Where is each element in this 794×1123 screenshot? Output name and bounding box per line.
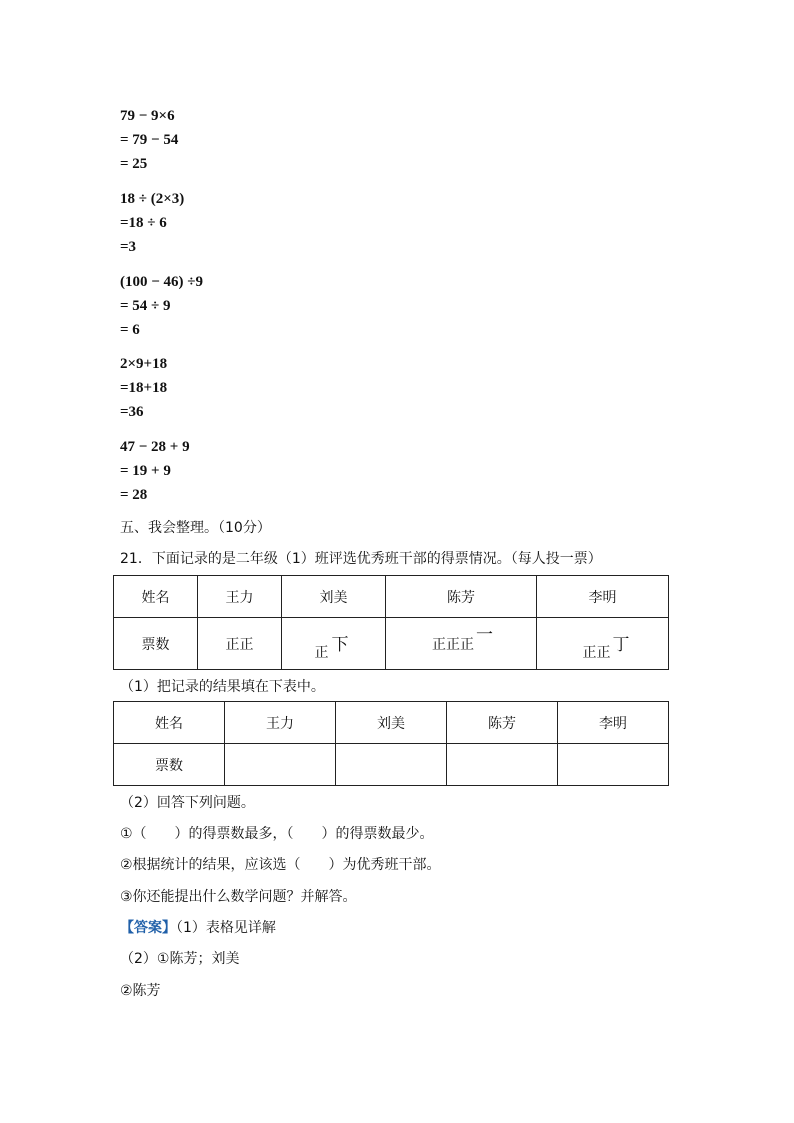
section-heading: 五、我会整理。（10分） <box>120 520 271 536</box>
table-row <box>114 618 669 670</box>
header-cell: 姓名 <box>114 576 198 618</box>
calc-line: = 19 + 9 <box>120 463 171 479</box>
question-c: ③你还能提出什么数学问题？并解答。 <box>120 889 357 905</box>
calc-line: =36 <box>120 404 144 420</box>
header-cell: 李明 <box>558 702 669 744</box>
calc-line: 47 − 28 + 9 <box>120 439 190 455</box>
question-a: ①（ ）的得票数最多，（ ）的得票数最少。 <box>120 826 434 842</box>
tally-marks: 正 <box>314 644 329 661</box>
calc-line: = 25 <box>120 156 148 172</box>
calc-line: = 79 − 54 <box>120 132 179 148</box>
calc-block-3 <box>120 270 203 342</box>
answer-line-3: ②陈芳 <box>120 983 161 999</box>
tally-cell <box>537 618 669 670</box>
row-label: 票数 <box>114 618 198 670</box>
answer-text: （1）表格见详解 <box>176 920 276 936</box>
calc-line: 79 − 9×6 <box>120 108 175 124</box>
blank-cell[interactable] <box>447 744 558 786</box>
header-cell: 王力 <box>225 702 336 744</box>
table-header-row <box>114 702 669 744</box>
header-cell: 王力 <box>198 576 282 618</box>
header-cell: 李明 <box>537 576 669 618</box>
question-b: ②根据统计的结果，应该选（ ）为优秀班干部。 <box>120 857 441 873</box>
tally-cell <box>198 618 282 670</box>
calc-block-4 <box>120 352 167 424</box>
header-cell: 陈芳 <box>386 576 537 618</box>
header-cell: 姓名 <box>114 702 225 744</box>
calc-line: = 6 <box>120 322 140 338</box>
calc-block-5 <box>120 435 190 507</box>
sub-question-2: （2）回答下列问题。 <box>120 795 255 811</box>
tally-cell <box>282 618 386 670</box>
answer-tag: 【答案】 <box>120 920 176 936</box>
tally-cell <box>386 618 537 670</box>
calc-line: =18+18 <box>120 380 168 396</box>
tally-table <box>113 575 669 670</box>
row-label: 票数 <box>114 744 225 786</box>
blank-cell[interactable] <box>225 744 336 786</box>
header-cell: 陈芳 <box>447 702 558 744</box>
question-text: 21．下面记录的是二年级（1）班评选优秀班干部的得票情况。（每人投一票） <box>120 551 602 567</box>
calc-block-1 <box>120 104 178 176</box>
tally-partial: 一 <box>476 624 493 645</box>
calc-block-2 <box>120 187 184 259</box>
blank-cell[interactable] <box>336 744 447 786</box>
table-row <box>114 744 669 786</box>
calc-line: = 28 <box>120 487 148 503</box>
calc-line: =3 <box>120 239 137 255</box>
tally-partial: 丁 <box>612 634 630 655</box>
answer-line-1 <box>120 918 276 938</box>
calc-line: 2×9+18 <box>120 356 168 372</box>
calc-line: =18 ÷ 6 <box>120 215 167 231</box>
tally-marks: 正正正 <box>432 636 474 653</box>
blank-cell[interactable] <box>558 744 669 786</box>
sub-question-1: （1）把记录的结果填在下表中。 <box>120 679 325 695</box>
answer-line-2: （2）①陈芳；刘美 <box>120 951 240 967</box>
tally-partial: 下 <box>331 634 349 655</box>
header-cell: 刘美 <box>282 576 386 618</box>
table-header-row <box>114 576 669 618</box>
fill-table <box>113 701 669 786</box>
calc-line: (100 − 46) ÷9 <box>120 274 204 290</box>
calc-line: = 54 ÷ 9 <box>120 298 171 314</box>
tally-marks: 正正 <box>582 644 611 661</box>
calc-line: 18 ÷ (2×3) <box>120 191 185 207</box>
tally-marks: 正正 <box>225 636 254 653</box>
header-cell: 刘美 <box>336 702 447 744</box>
